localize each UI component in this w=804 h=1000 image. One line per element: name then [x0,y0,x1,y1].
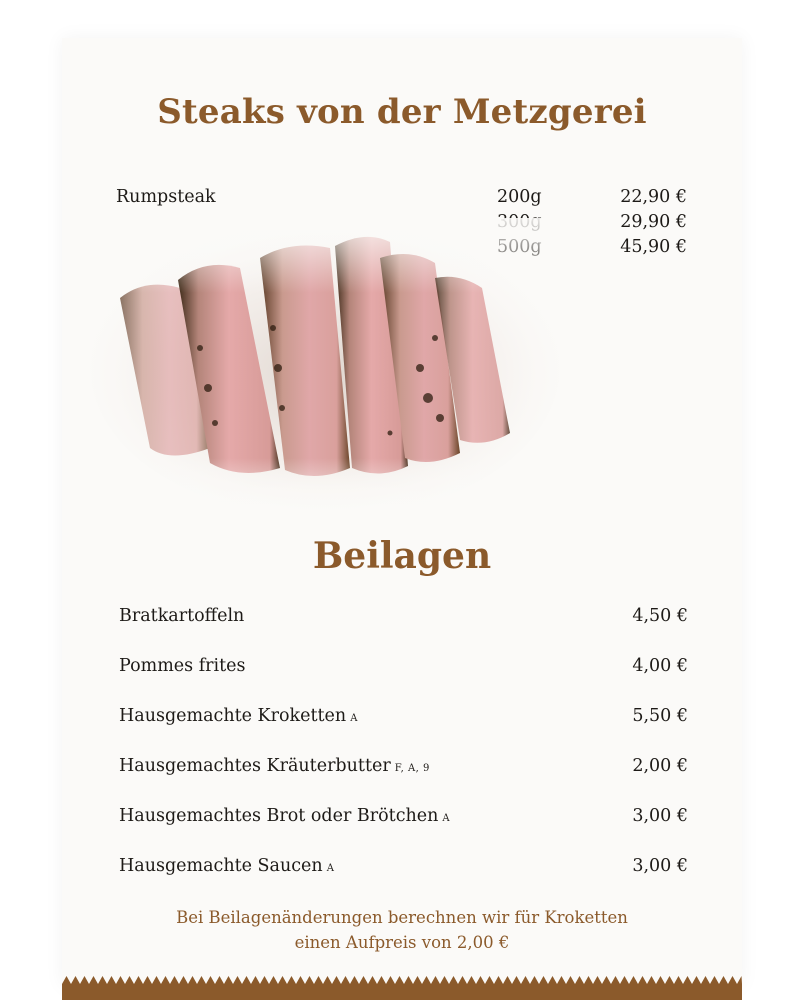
allergen-code: A [326,863,335,874]
note-line: Bei Beilagenänderungen berechnen wir für Kroketten [176,908,628,927]
side-price: 4,00 € [632,656,688,676]
surcharge-note [0,905,804,955]
side-price: 3,00 € [632,856,688,876]
side-name: Pommes frites [119,656,246,676]
sides-title: Beilagen [312,535,492,577]
side-item [119,756,430,776]
allergen-code: A [442,813,451,824]
side-name: Hausgemachtes Brot oder Brötchen [119,806,439,826]
side-name: Bratkartoffeln [119,606,245,626]
allergen-code: A [350,713,358,724]
steak-price: 22,90 € [620,187,687,207]
side-item [119,606,244,626]
side-price: 5,50 € [632,706,688,726]
side-price: 3,00 € [632,806,688,826]
side-item [119,806,450,826]
menu-title: Steaks von der Metzgerei [157,92,647,132]
side-price: 4,50 € [632,606,688,626]
steak-name: Rumpsteak [116,187,216,207]
side-price: 2,00 € [632,756,688,776]
side-name: Hausgemachte Kroketten [119,706,347,726]
note-line: einen Aufpreis von 2,00 € [294,933,510,952]
steak-weight: 200g [497,187,542,207]
steak-photo [90,218,560,518]
side-item [119,706,358,726]
side-item [119,656,246,676]
allergen-code: F, A, 9 [394,763,430,774]
decorative-border [62,972,742,1000]
side-item [119,856,334,876]
steak-price: 45,90 € [620,237,687,257]
side-name: Hausgemachte Saucen [119,856,323,876]
steak-price: 29,90 € [620,212,687,232]
side-name: Hausgemachtes Kräuterbutter [119,756,391,776]
